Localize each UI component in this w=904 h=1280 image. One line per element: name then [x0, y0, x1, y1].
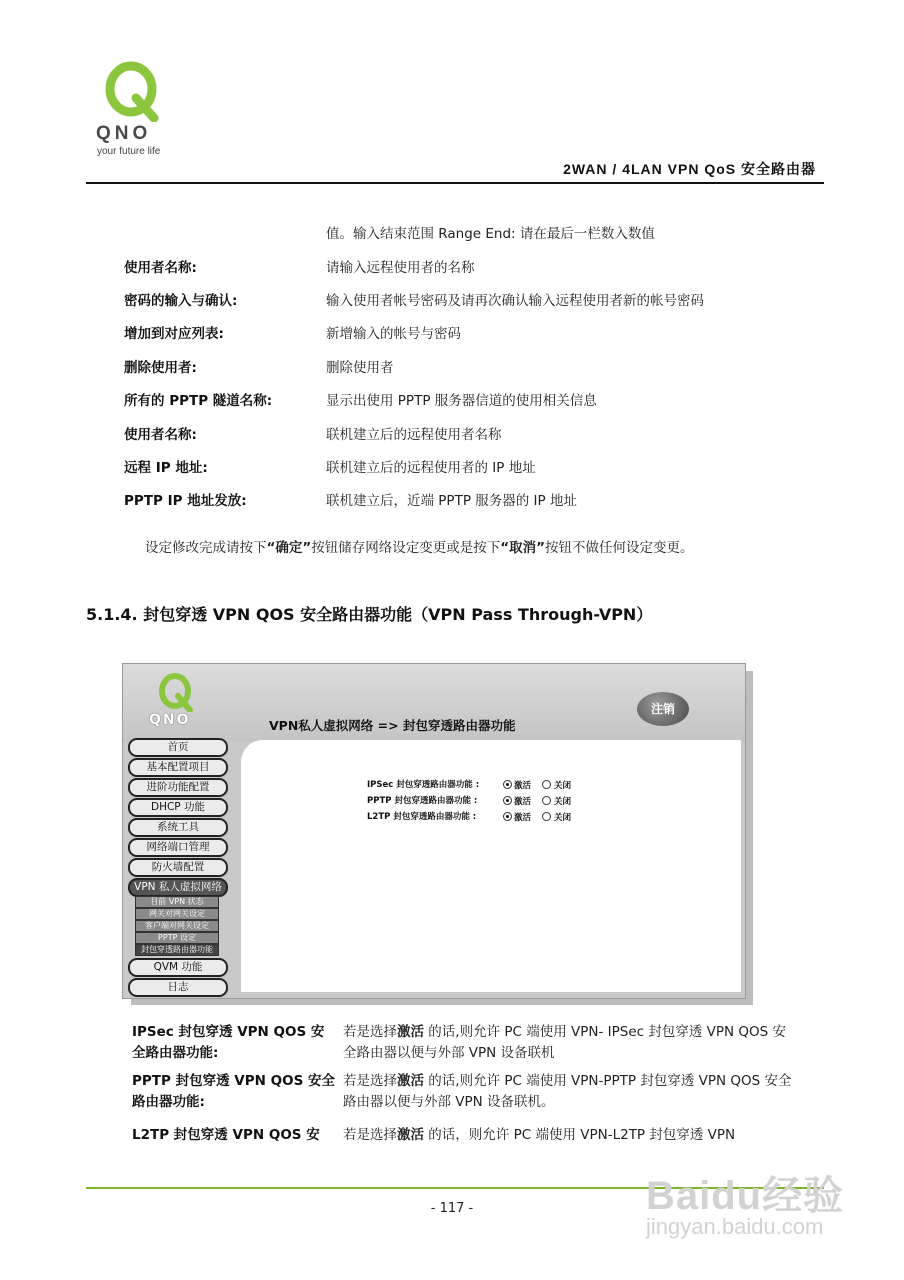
desc-pptp-passthrough: [343, 1071, 793, 1113]
subnav-pass-through[interactable]: 封包穿透路由器功能: [135, 944, 219, 956]
desc-pptp-ip-assign: 联机建立后，近端 PPTP 服务器的 IP 地址: [326, 493, 577, 509]
pptp-enable-label: 激活: [514, 797, 532, 807]
logout-button[interactable]: 注销: [637, 692, 689, 726]
pptp-disable-label: 关闭: [554, 797, 572, 807]
qno-logo-icon: [104, 60, 162, 122]
para-text-2: 按钮储存网络设定变更或是按下: [311, 540, 501, 556]
term-remote-ip: 远程 IP 地址:: [124, 460, 208, 476]
logo-wordmark: QNO: [96, 123, 152, 144]
desc-username: 请输入远程使用者的名称: [326, 260, 475, 276]
nav-basic-config[interactable]: 基本配置项目: [128, 758, 228, 777]
desc-text: 的话,则允许 PC 端使用 VPN-PPTP 封包穿透 VPN QOS 安全路由器以便与外部 VPN 设备联机。: [343, 1073, 792, 1110]
ipsec-disable-label: 关闭: [554, 781, 572, 791]
header-divider: [86, 182, 824, 184]
desc-text: 若是选择: [343, 1073, 397, 1089]
subnav-vpn-status[interactable]: 目前 VPN 状态: [135, 896, 219, 908]
desc-l2tp-passthrough: [343, 1125, 793, 1146]
desc-activate-label: 激活: [397, 1024, 424, 1040]
ipsec-passthrough-label: IPSec 封包穿透路由器功能 :: [367, 780, 480, 790]
nav-advanced-config[interactable]: 进阶功能配置: [128, 778, 228, 797]
nav-log[interactable]: 日志: [128, 978, 228, 997]
desc-delete-user: 删除使用者: [326, 360, 394, 376]
desc-text: 若是选择: [343, 1127, 397, 1143]
l2tp-disable-radio[interactable]: [542, 812, 551, 821]
logo-tagline: your future life: [97, 146, 161, 157]
nav-firewall[interactable]: 防火墙配置: [128, 858, 228, 877]
page-header-title: 2WAN / 4LAN VPN QoS 安全路由器: [563, 161, 816, 177]
term-pptp-tunnels: 所有的 PPTP 隧道名称:: [124, 393, 273, 409]
l2tp-disable-label: 关闭: [554, 813, 572, 823]
screenshot-page-title: VPN私人虚拟网络 => 封包穿透路由器功能: [269, 718, 516, 733]
desc-remote-ip: 联机建立后的远程使用者的 IP 地址: [326, 460, 536, 476]
page-number: - 117 -: [430, 1201, 474, 1216]
ipsec-enable-radio[interactable]: [503, 780, 512, 789]
desc-add-to-list: 新增输入的帐号与密码: [326, 326, 461, 342]
term-l2tp-passthrough: L2TP 封包穿透 VPN QOS 安: [132, 1127, 320, 1143]
desc-password: 输入使用者帐号密码及请再次确认输入远程使用者新的帐号密码: [326, 293, 704, 309]
desc-activate-label: 激活: [397, 1073, 424, 1089]
term-username: 使用者名称:: [124, 260, 197, 276]
section-heading: 5.1.4. 封包穿透 VPN QOS 安全路由器功能（VPN Pass Through-VPN）: [86, 605, 653, 624]
ipsec-enable-label: 激活: [514, 781, 532, 791]
screenshot-content-panel: [241, 740, 741, 992]
term-remote-username: 使用者名称:: [124, 427, 197, 443]
nav-dhcp[interactable]: DHCP 功能: [128, 798, 228, 817]
ipsec-disable-radio[interactable]: [542, 780, 551, 789]
para-text-1: 设定修改完成请按下: [145, 540, 267, 556]
nav-system-tools[interactable]: 系统工具: [128, 818, 228, 837]
desc-text: 若是选择: [343, 1024, 397, 1040]
term-add-to-list: 增加到对应列表:: [124, 326, 224, 342]
l2tp-enable-radio[interactable]: [503, 812, 512, 821]
desc-text: 的话，则允许 PC 端使用 VPN-L2TP 封包穿透 VPN: [424, 1127, 736, 1143]
watermark-url: jingyan.baidu.com: [646, 1214, 824, 1239]
l2tp-passthrough-label: L2TP 封包穿透路由器功能 :: [367, 812, 477, 822]
watermark-brand: Baidu经验: [646, 1174, 845, 1218]
nav-port-management[interactable]: 网络端口管理: [128, 838, 228, 857]
nav-qvm[interactable]: QVM 功能: [128, 958, 228, 977]
pptp-passthrough-label: PPTP 封包穿透路由器功能 :: [367, 796, 478, 806]
desc-ipsec-passthrough: [343, 1022, 793, 1064]
para-text-3: 按钮不做任何设定变更。: [545, 540, 694, 556]
subnav-gateway-to-gateway[interactable]: 网关对网关设定: [135, 908, 219, 920]
desc-activate-label: 激活: [397, 1127, 424, 1143]
term-pptp-ip-assign: PPTP IP 地址发放:: [124, 493, 247, 509]
pptp-disable-radio[interactable]: [542, 796, 551, 805]
term-password: 密码的输入与确认:: [124, 293, 238, 309]
term-pptp-passthrough: PPTP 封包穿透 VPN QOS 安全路由器功能:: [132, 1073, 336, 1110]
desc-text: 的话,则允许 PC 端使用 VPN- IPSec 封包穿透 VPN QOS 安全路由器以便与外部 VPN 设备联机: [343, 1024, 787, 1061]
term-ipsec-passthrough: IPSec 封包穿透 VPN QOS 安全路由器功能:: [132, 1024, 325, 1061]
desc-pptp-tunnels: 显示出使用 PPTP 服务器信道的使用相关信息: [326, 393, 597, 409]
l2tp-enable-label: 激活: [514, 813, 532, 823]
nav-home[interactable]: 首页: [128, 738, 228, 757]
qno-mini-logo-icon: [157, 672, 195, 712]
continued-description: 值。输入结束范围 Range End: 请在最后一栏数入数值: [326, 226, 655, 242]
desc-remote-username: 联机建立后的远程使用者名称: [326, 427, 502, 443]
subnav-client-to-gateway[interactable]: 客户端对网关设定: [135, 920, 219, 932]
nav-vpn[interactable]: VPN 私人虚拟网络: [128, 878, 228, 897]
term-delete-user: 删除使用者:: [124, 360, 197, 376]
para-ok-label: “确定”: [266, 540, 312, 556]
instruction-paragraph: [145, 536, 694, 556]
para-cancel-label: “取消”: [500, 540, 545, 556]
router-screenshot: [122, 663, 746, 999]
subnav-pptp-settings[interactable]: PPTP 设定: [135, 932, 219, 944]
screenshot-logo-wordmark: QNO: [149, 712, 191, 728]
pptp-enable-radio[interactable]: [503, 796, 512, 805]
